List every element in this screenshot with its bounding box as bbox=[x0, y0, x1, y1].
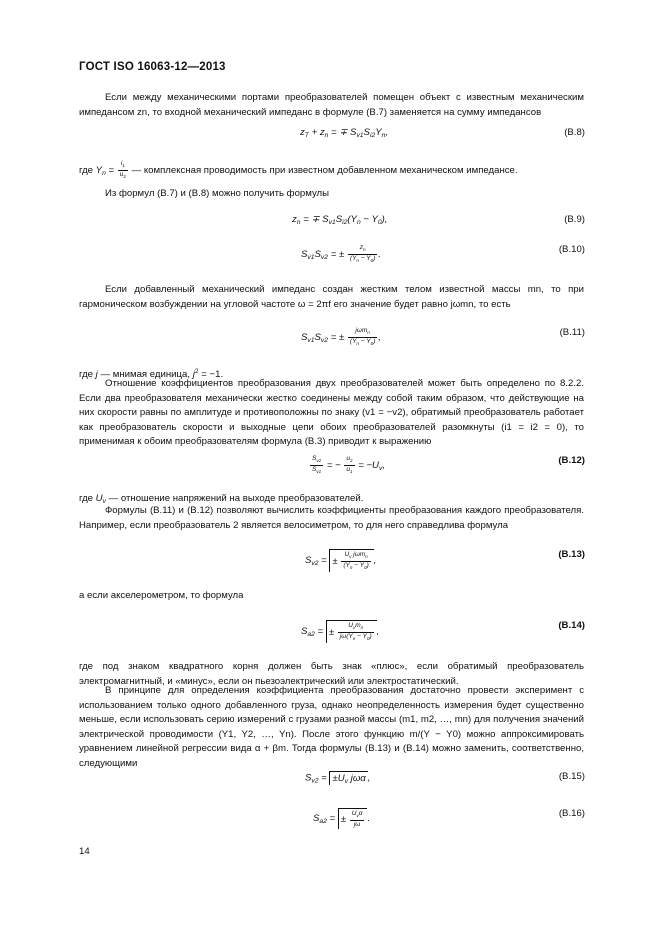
equation-b16-number: (В.16) bbox=[558, 808, 585, 819]
paragraph-10: где под знаком квадратного корня должен быть знак «плюс», если обратимый преобразователь электромагнитный, и «минус», если он пьезоэлектрический или электростатический. bbox=[79, 661, 584, 687]
equation-b8-formula: $z_T + z_n$ = ∓ $S_{v1}S_{i2}Y_n$, bbox=[300, 127, 389, 139]
equation-b13-formula: $S_{v2}$ = ± $U_v$ jωm$_n$ $(Y_n - Y_0)$ , bbox=[305, 551, 377, 570]
equation-b9 bbox=[79, 214, 585, 236]
paragraph-9: а если акселерометром, то формула bbox=[79, 590, 244, 601]
equation-b10-formula: $S_{v1}S_{v2}$ = ± $\frac{z_n}{(Y_n - Y_0)}$ . bbox=[301, 244, 381, 263]
paragraph-11: В принципе для определения коэффициента преобразования достаточно провести эксперимент с использованием только одного добавленного груза, однако неопределенность измерения будет существенно меньше, если использовать серию измерений с грузами разной массы (m1, m2, …, mn) для получения значений электрической проводимости (Y1, Y2, …, Yn). После этого функцию m/(Y − Y0) можно аппроксимировать уравнением линейной регрессии вида α + βm. Тогда формулы (В.13) и (В.14) можно заменить, соответственно, следующими bbox=[79, 685, 584, 769]
equation-b16 bbox=[79, 808, 585, 830]
paragraph-4: Если добавленный механический импеданс создан жестким телом известной массы mn, то при гармоническом возбуждении на угловой частоте ω = 2πf его значение будет равно jωmn, то есть bbox=[79, 284, 584, 310]
equation-b9-number: (В.9) bbox=[564, 214, 585, 225]
equation-b8-number: (В.8) bbox=[564, 127, 585, 138]
equation-b13-number: (В.13) bbox=[558, 549, 585, 560]
equation-b15-formula: $S_{v2} = \pm U_v$ jωα , bbox=[305, 772, 371, 785]
equation-b12-number: (В.12) bbox=[558, 455, 585, 466]
equation-b11-formula: $S_{v1}S_{v2}$ = ± jωm$_n$ $(Y_n - Y_0)$ , bbox=[301, 327, 381, 346]
equation-b16-formula: $S_{a2}$ = ± $U_v\alpha$ jω . bbox=[313, 810, 371, 828]
document-header: ГОСТ ISO 16063-12—2013 bbox=[79, 61, 226, 73]
equation-b15 bbox=[79, 771, 585, 793]
equation-b10 bbox=[79, 244, 585, 266]
equation-b14-number: (В.14) bbox=[558, 620, 585, 631]
paragraph-7: где $U_v$ — отношение напряжений на выходе преобразователей. bbox=[79, 493, 364, 505]
equation-b14 bbox=[79, 620, 585, 642]
page-number: 14 bbox=[79, 846, 90, 857]
equation-b12 bbox=[79, 455, 585, 477]
equation-b11 bbox=[79, 327, 585, 349]
equation-b15-number: (В.15) bbox=[558, 771, 585, 782]
equation-b11-number: (В.11) bbox=[559, 327, 585, 338]
paragraph-3: Из формул (В.7) и (В.8) можно получить формулы bbox=[105, 188, 330, 199]
equation-b13 bbox=[79, 549, 585, 571]
paragraph-2: где $Y_n$ = $\frac{i_1}{u_2}$ — комплексная проводимость при известном добавленном механическом импедансе. bbox=[79, 160, 518, 179]
equation-b12-formula: $\frac{S_{v2}}{S_{v1}}$ = − $\frac{u_2}{u_1}$ = $-U_v$, bbox=[312, 455, 386, 474]
paragraph-6: Отношение коэффициентов преобразования двух преобразователей может быть определено по 8.2.2. Если два преобразователя механически жестко соединены между собой таким образом, что действующие на них скорости равны по амплитуде и противоположны по знаку (v1 = −v2), обратимый преобразователь работает как преобразователь скорости и выходные цепи обоих преобразователей разомкнуты (i1 = i2 = 0), то применимая к обоим преобразователям формула (В.3) приводит к выражению bbox=[79, 378, 584, 448]
paragraph-5: где j — мнимая единица, $j^2 = -1$. bbox=[79, 368, 224, 381]
paragraph-8: Формулы (В.11) и (В.12) позволяют вычислить коэффициенты преобразования каждого преобразователя. Например, если преобразователь 2 является велосиметром, то для него справедлива формула bbox=[79, 505, 584, 531]
paragraph-1: Если между механическими портами преобразователей помещен объект с известным механическим импедансом zn, то входной механический импеданс в формуле (В.7) заменяется на сумму импедансов bbox=[79, 92, 584, 118]
equation-b9-formula: $z_n$ = ∓ $S_{v1}S_{i2}(Y_n - Y_0)$, bbox=[292, 214, 388, 226]
equation-b8 bbox=[79, 127, 585, 149]
equation-b14-formula: $S_{a2}$ = ± $U_vm_n$ $j\omega(Y_n - Y_0)$ , bbox=[301, 622, 380, 641]
equation-b10-number: (В.10) bbox=[558, 244, 585, 255]
